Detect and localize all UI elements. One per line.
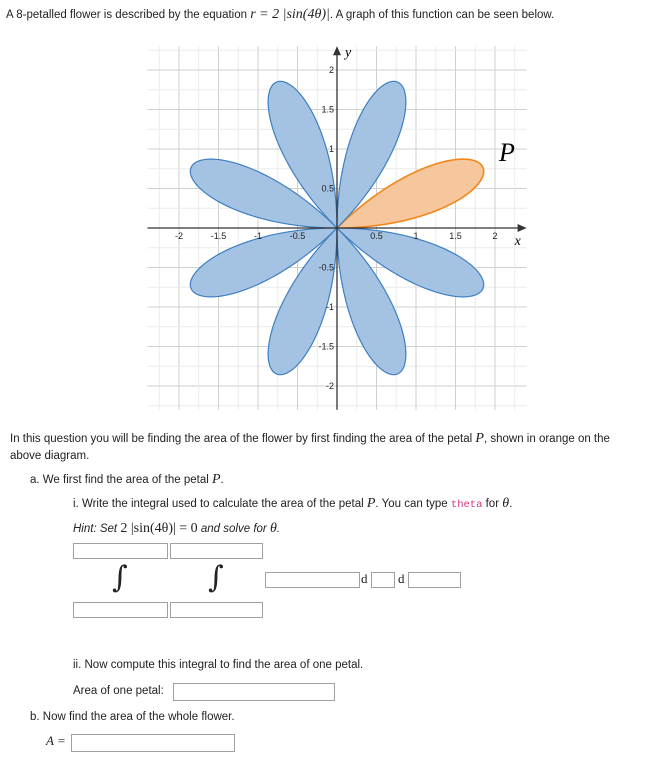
y-tick-label: 2 [328,65,334,75]
y-tick-label: -2 [325,381,334,391]
y-tick-label: 1 [328,144,334,154]
x-axis-arrow [518,224,527,232]
x-tick-label: 1.5 [449,231,462,241]
y-tick-label: 0.5 [321,183,334,194]
x-tick-label: -2 [174,231,184,241]
y-tick-label: -1.5 [318,341,334,352]
part-a-ii-text: ii. Now compute this integral to find the area of one petal. [73,659,364,671]
intro-equation: r = 2 |sin(4θ)| [250,7,330,22]
inner-upper-limit-input[interactable] [170,543,263,559]
y-tick-label: -0.5 [318,262,334,273]
question-intro: In this question you will be finding the area of the flower by first finding the area of the petal P, shown in orange on the above diagram. [10,431,610,462]
d-symbol-2: d [398,571,405,586]
outer-integral-sign: ∫ [112,560,128,595]
x-tick-label: -1 [253,231,263,241]
area-total-input[interactable] [71,734,235,752]
y-tick-label: 1.5 [321,104,334,115]
x-tick-label: -1.5 [210,231,227,241]
area-one-petal-label: Area of one petal: [73,685,164,697]
x-tick-label: -0.5 [289,231,306,241]
inner-variable-input[interactable] [371,572,395,588]
integrand-input[interactable] [265,572,360,588]
intro-text: A 8-petalled flower is described by the equation r = 2 |sin(4θ)|. A graph of this function can be seen below. [6,7,555,22]
hint-text: Hint: Set 2 |sin(4θ)| = 0 and solve for θ. [73,521,281,536]
area-total-label: A = [46,733,66,748]
y-axis-label: y [345,45,352,61]
area-one-petal-input[interactable] [173,683,335,701]
x-axis-label: x [514,234,521,249]
x-tick-label: 2 [492,231,498,241]
outer-variable-input[interactable] [408,572,461,588]
axes [147,46,526,409]
d-symbol-1: d [361,571,368,586]
code-theta: theta [450,499,483,511]
petal-p-label: P [498,137,515,167]
y-tick-label: -1 [325,302,334,312]
part-a-label: a. We first find the area of the petal P. [30,472,224,487]
outer-upper-limit-input[interactable] [73,543,168,559]
part-a-i-text: i. Write the integral used to calculate the area of the petal P. You can type theta for θ. [73,496,513,511]
x-tick-label: 1 [413,231,419,241]
part-b-label: b. Now find the area of the whole flower. [30,711,235,723]
inner-integral-sign: ∫ [208,560,224,595]
outer-lower-limit-input[interactable] [73,602,168,618]
inner-lower-limit-input[interactable] [170,602,263,618]
y-axis-arrow [333,46,341,55]
x-tick-label: 0.5 [370,231,383,241]
